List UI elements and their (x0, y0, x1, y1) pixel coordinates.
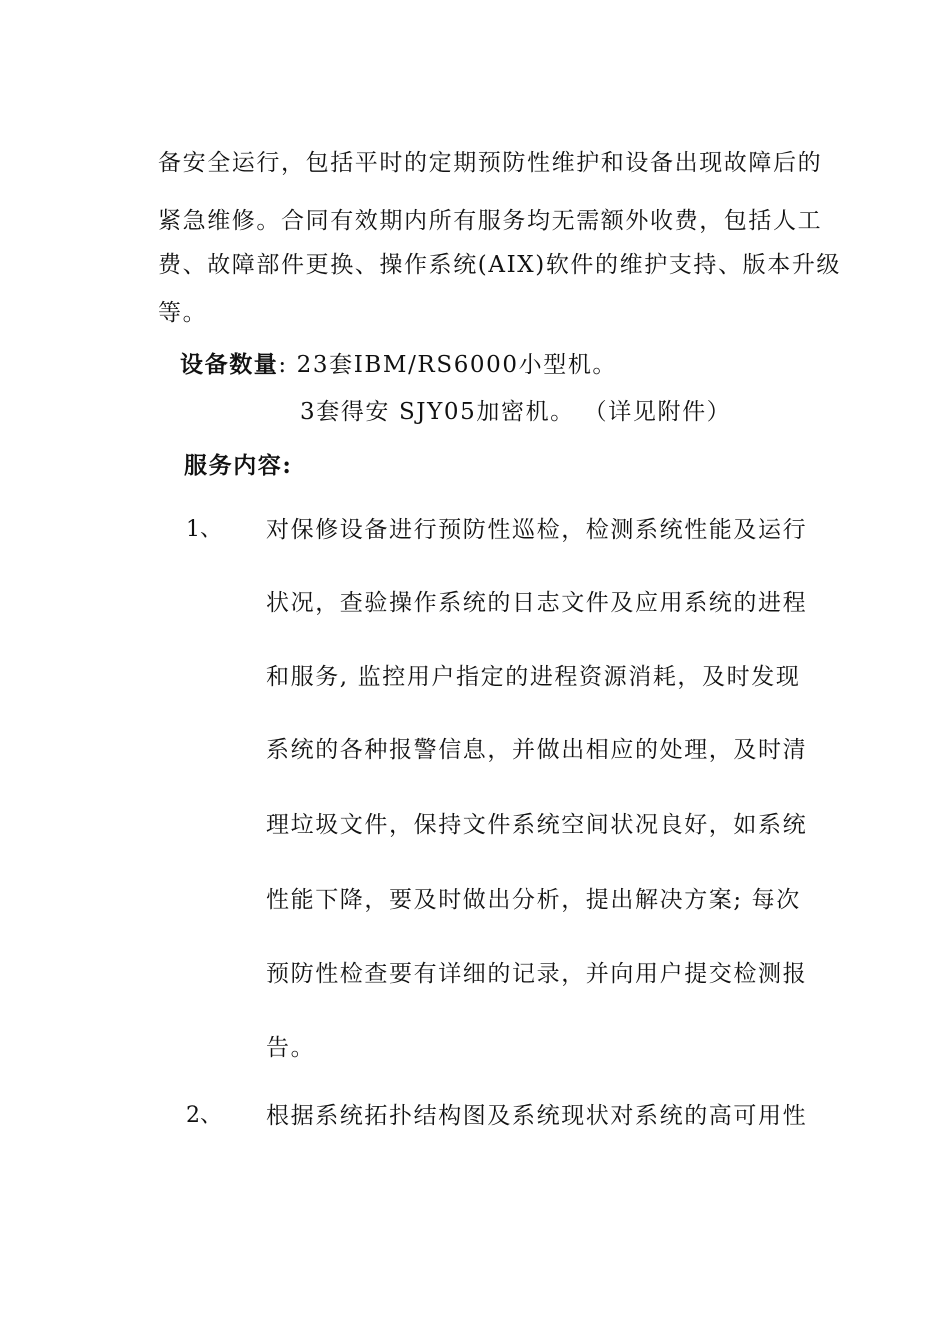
intro-line-4: 等。 (158, 300, 208, 326)
equipment-ibm: 23套IBM/RS6000小型机。 (287, 352, 618, 378)
item-1-line-4: 系统的各种报警信息，并做出相应的处理，及时清 (266, 737, 808, 763)
intro-line-3: 费、故障部件更换、操作系统(AIX)软件的维护支持、版本升级 (158, 252, 842, 278)
item-1-line-3: 和服务, 监控用户指定的进程资源消耗，及时发现 (266, 664, 801, 690)
equipment-line-2: 3套得安 SJY05加密机。 （详见附件） (300, 399, 732, 425)
intro-line-2: 紧急维修。合同有效期内所有服务均无需额外收费，包括人工 (158, 208, 823, 234)
intro-line-1: 备安全运行，包括平时的定期预防性维护和设备出现故障后的 (158, 150, 823, 176)
item-1-line-7: 预防性检查要有详细的记录，并向用户提交检测报 (266, 961, 808, 987)
item-1-line-6: 性能下降，要及时做出分析，提出解决方案; 每次 (266, 887, 801, 913)
item-2-line-1: 根据系统拓扑结构图及系统现状对系统的高可用性 (266, 1103, 808, 1129)
equipment-label: 设备数量 (180, 351, 279, 378)
item-1-line-5: 理垃圾文件，保持文件系统空间状况良好，如系统 (266, 812, 808, 838)
item-2-number: 2、 (186, 1103, 222, 1128)
item-1-line-8: 告。 (266, 1035, 316, 1061)
equipment-line-1 (180, 350, 617, 380)
item-1-line-1: 对保修设备进行预防性巡检，检测系统性能及运行 (266, 517, 808, 543)
service-title: 服务内容: (184, 452, 293, 479)
item-1-number: 1、 (186, 517, 222, 542)
item-1-line-2: 状况，查验操作系统的日志文件及应用系统的进程 (266, 590, 808, 616)
equipment-colon: : (278, 352, 288, 378)
